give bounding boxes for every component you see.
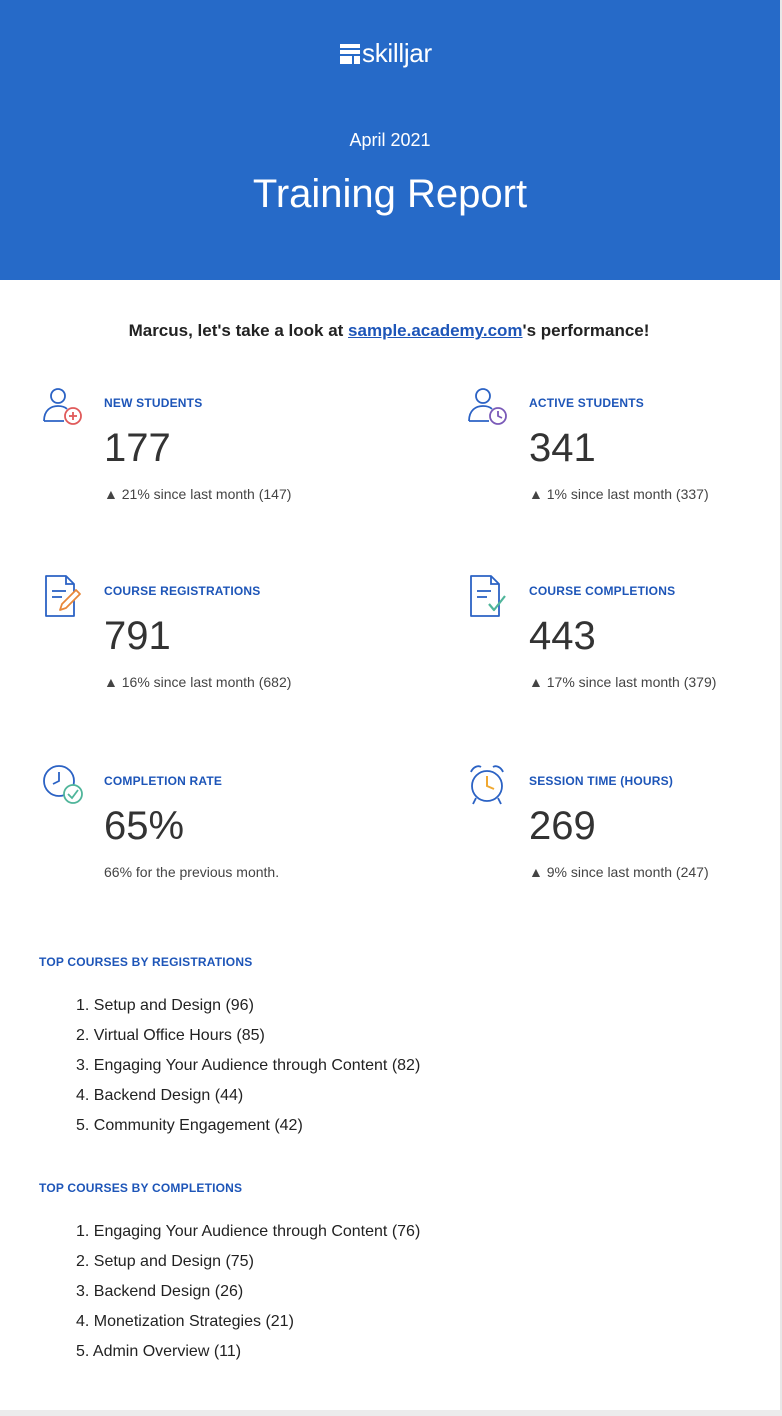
list-item: 3. Backend Design (26): [76, 1283, 244, 1300]
list-item: 1. Setup and Design (96): [76, 997, 254, 1014]
top-completions-list: [76, 1217, 420, 1367]
stat-delta: ▲ 9% since last month (247): [529, 864, 709, 880]
skilljar-logo-icon: [340, 44, 360, 64]
stat-value: 791: [104, 614, 171, 658]
header-banner: [0, 0, 780, 280]
report-month: April 2021: [349, 130, 431, 150]
page-footer-divider: [0, 1410, 782, 1416]
intro-prefix: Marcus, let's take a look at: [128, 321, 349, 340]
stat-course-registrations: [42, 574, 372, 714]
report-title: Training Report: [252, 172, 528, 216]
alarm-clock-icon: [467, 764, 511, 808]
list-item: 1. Engaging Your Audience through Content (76): [76, 1223, 421, 1240]
stat-delta: 66% for the previous month.: [104, 864, 280, 880]
stat-value: 341: [529, 426, 596, 470]
stat-label: COMPLETION RATE: [104, 774, 223, 788]
intro-suffix: 's performance!: [522, 321, 650, 340]
stat-delta: ▲ 1% since last month (337): [529, 486, 709, 502]
stat-new-students: [42, 386, 372, 526]
stat-session-time: [467, 764, 782, 904]
stat-label: COURSE COMPLETIONS: [529, 584, 676, 598]
stat-delta: ▲ 17% since last month (379): [529, 674, 717, 690]
stat-value: 269: [529, 804, 596, 848]
stat-value: 177: [104, 426, 171, 470]
brand-name: skilljar: [362, 38, 432, 68]
list-item: 4. Monetization Strategies (21): [76, 1313, 294, 1330]
stat-label: NEW STUDENTS: [104, 396, 203, 410]
stat-label: COURSE REGISTRATIONS: [104, 584, 261, 598]
clock-check-icon: [42, 764, 86, 808]
list-item: 3. Engaging Your Audience through Content (82): [76, 1057, 421, 1074]
list-item: 2. Virtual Office Hours (85): [76, 1027, 265, 1044]
document-check-icon: [467, 574, 511, 618]
stat-course-completions: [467, 574, 782, 714]
intro-message: [0, 321, 778, 341]
academy-link[interactable]: sample.academy.com: [348, 321, 523, 340]
user-clock-icon: [467, 386, 511, 430]
user-add-icon: [42, 386, 86, 430]
list-item: 2. Setup and Design (75): [76, 1253, 254, 1270]
document-pencil-icon: [42, 574, 86, 618]
list-item: 5. Community Engagement (42): [76, 1117, 303, 1134]
list-item: 5. Admin Overview (11): [76, 1343, 242, 1360]
stat-value: 443: [529, 614, 596, 658]
top-registrations-list: [76, 991, 420, 1141]
list-item: 4. Backend Design (44): [76, 1087, 244, 1104]
skilljar-logo[interactable]: [340, 38, 432, 69]
stat-delta: ▲ 21% since last month (147): [104, 486, 292, 502]
stat-active-students: [467, 386, 782, 526]
stat-label: SESSION TIME (HOURS): [529, 774, 674, 788]
stat-completion-rate: [42, 764, 372, 904]
top-registrations-title: TOP COURSES BY REGISTRATIONS: [39, 955, 253, 969]
top-completions-title: TOP COURSES BY COMPLETIONS: [39, 1181, 243, 1195]
stat-delta: ▲ 16% since last month (682): [104, 674, 292, 690]
stat-label: ACTIVE STUDENTS: [529, 396, 645, 410]
stat-value: 65%: [104, 804, 185, 848]
